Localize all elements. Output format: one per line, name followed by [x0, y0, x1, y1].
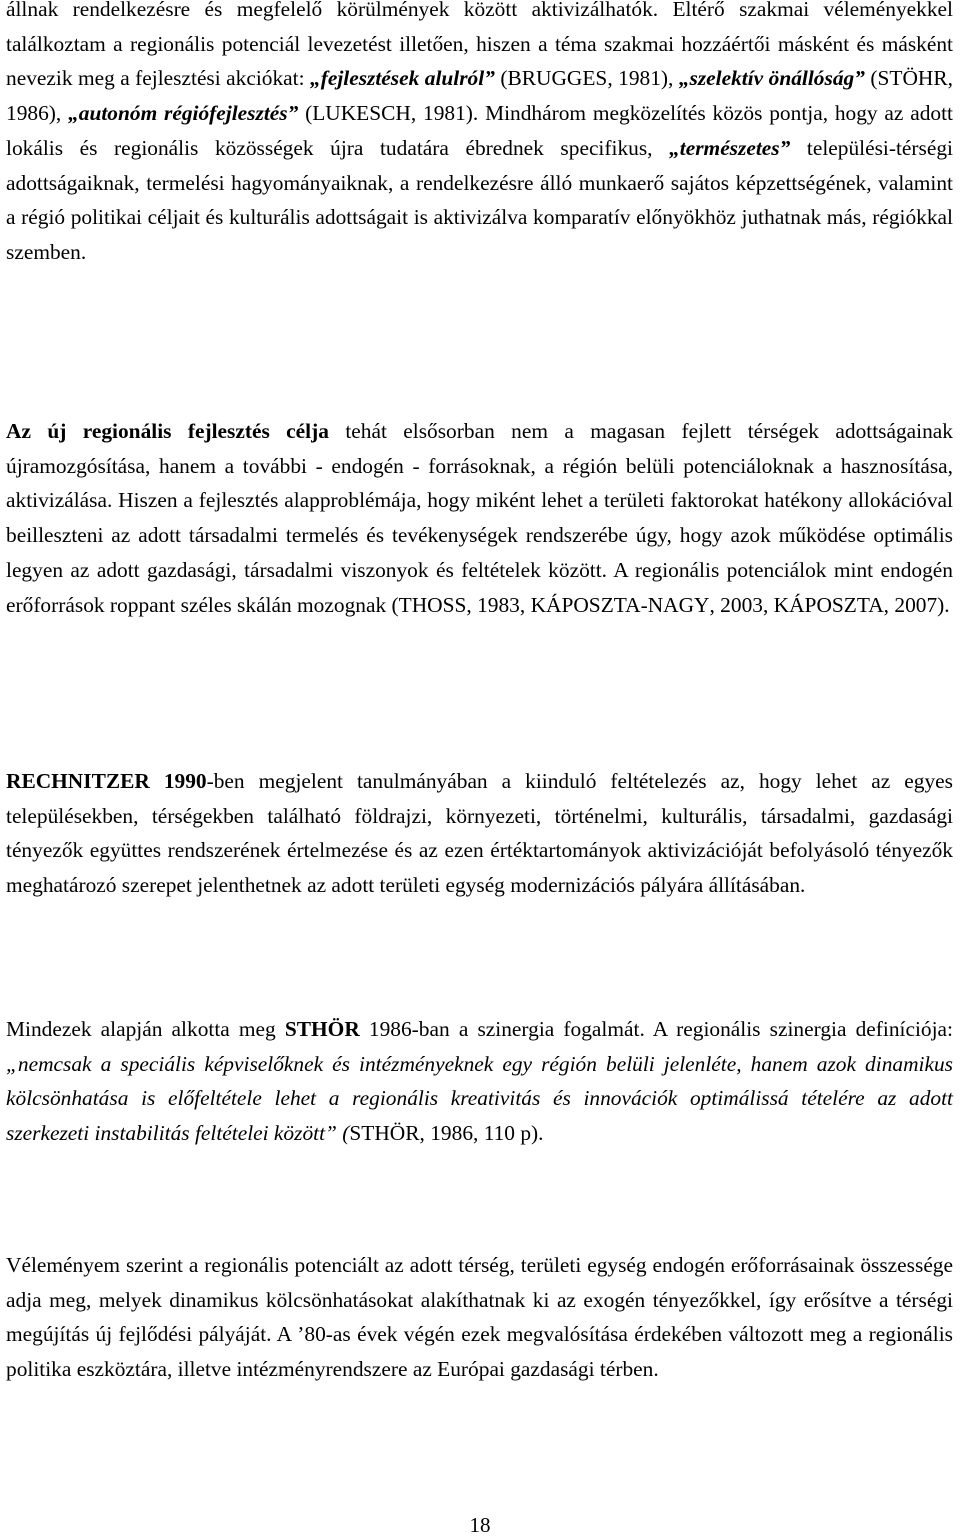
term-autonomous-regional-development: „autonóm régiófejlesztés”: [68, 101, 299, 126]
paragraph-synergy: [6, 1012, 953, 1151]
paragraph-regional-potential: [6, 0, 953, 270]
author-citation: LUKESCH: [312, 101, 411, 126]
author-citation: BRUGGES: [507, 66, 608, 91]
text-run: (: [494, 66, 508, 91]
term-bottom-up-development: „fejlesztések alulról”: [310, 66, 495, 91]
page-number: 18: [469, 1513, 491, 1537]
text-run: , 1986),: [6, 66, 953, 126]
author-citation: STÖHR: [877, 66, 948, 91]
author-citation: KÁPOSZTA: [773, 592, 884, 617]
text-run: -ben megjelent tanulmányában a kiinduló feltételezés az, hogy lehet az egyes településekben, térségekben található földrajzi, környezeti, történelmi, kulturális, társadalmi, gazdasági tényezők együttes rendszerének értelmezése és az ezen értéktartományok aktivizációját befolyásoló tényezők meghatározó szerepet jelenthetnek az adott területi egység modernizációs pályára állításában.: [6, 769, 953, 898]
text-run: , 2003,: [709, 592, 774, 617]
text-run: , 1981). Mindhárom megközelítés közös pontja, hogy az adott lokális és regionális közösségek újra tudatára ébrednek specifikus,: [6, 101, 953, 160]
paragraph-rechnitzer: [6, 764, 953, 903]
author-citation: THOSS: [398, 592, 467, 617]
author-citation-bold: RECHNITZER 1990: [6, 769, 207, 793]
text-run: , 1981),: [607, 66, 679, 91]
text-run: Mindezek alapján alkotta meg: [6, 1017, 285, 1041]
term-natural: „természetes”: [669, 135, 791, 160]
paragraph-new-regional-development: [6, 414, 953, 622]
text-run: (: [298, 101, 313, 126]
author-citation: KÁPOSZTA-NAGY: [530, 592, 710, 617]
text-run: , 1986, 110 p).: [419, 1121, 544, 1146]
text-run: tehát elsősorban nem a magasan fejlett térségek adottságainak újramozgósítása, hanem a további - endogén - forrásoknak, a régión belüli potenciáloknak a hasznosítása, aktivizálása. Hiszen a fejlesztés alapproblémája, hogy miként lehet a területi faktorokat hatékony allokációval beilleszteni az adott társadalmi termelés és tevékenységek rendszerébe úgy, hogy azok működése optimális legyen az adott gazdasági, társadalmi viszonyok és feltételek között. A regionális potenciálok mint endogén erőforrások roppant széles skálán mozognak (: [6, 419, 953, 617]
synergy-definition-quote: „nemcsak a speciális képviselőknek és intézményeknek egy régión belüli jelenléte, hanem azok dinamikus kölcsönhatása is előfeltétele lehet a regionális kreativitás és innovációk optimálissá tételére az adott szerkezeti instabilitás feltételei között” (: [6, 1051, 953, 1146]
author-citation: STHÖR: [349, 1121, 420, 1146]
text-run: 1986-ban a szinergia fogalmát. A regionális szinergia definíciója:: [359, 1017, 953, 1041]
author-citation-bold: STHÖR: [284, 1017, 360, 1041]
text-run: , 2007).: [883, 592, 950, 617]
text-run: , 1983,: [466, 592, 531, 617]
text-run: települési-térségi adottságaiknak, termelési hagyományaiknak, a rendelkezésre álló munkaerő sajátos képzettségének, valamint a régió politikai céljait és kulturális adottságait is aktivizálva komparatív előnyökhöz juthatnak más, régiókkal szemben.: [6, 135, 953, 264]
text-run: állnak rendelkezésre és megfelelő körülmények között aktivizálhatók. Eltérő szakmai véleményekkel találkoztam a regionális potenciál levezetést illetően, hiszen a téma szakmai hozzáértői másként és másként nevezik meg a fejlesztési akciókat:: [6, 0, 953, 91]
lead-phrase: Az új regionális fejlesztés célja: [6, 419, 329, 443]
text-run: (: [864, 66, 878, 91]
paragraph-opinion: [6, 1248, 953, 1387]
text-run: Véleményem szerint a regionális potenciált az adott térség, területi egység endogén erőforrásainak összessége adja meg, melyek dinamikus kölcsönhatásokat alakíthatnak ki az exogén tényezőkkel, így erősítve a térségi megújítás új fejlődési pályáját. A ’80-as évek végén ezek megvalósítása érdekében változott meg a regionális politika eszköztára, illetve intézményrendszere az Európai gazdasági térben.: [6, 1253, 953, 1382]
term-selective-autonomy: „szelektív önállóság”: [678, 66, 865, 91]
